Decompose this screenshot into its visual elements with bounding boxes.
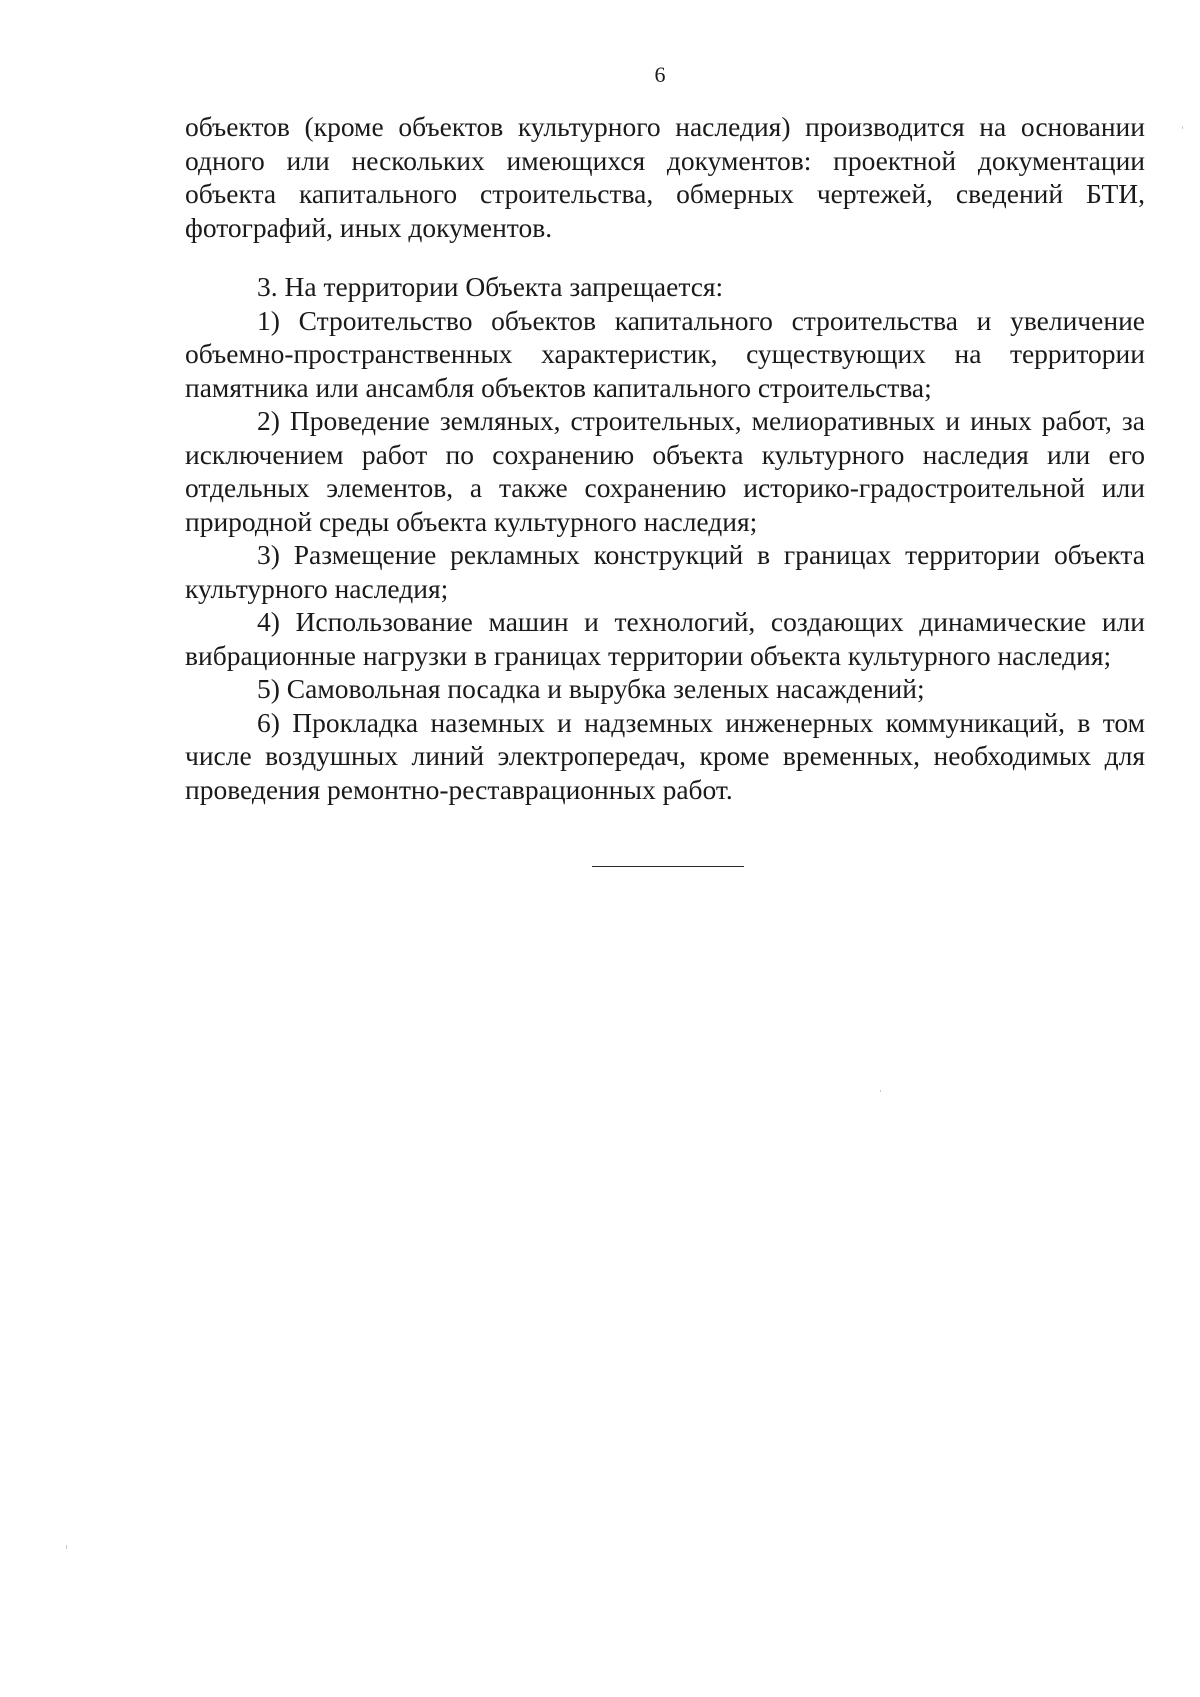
scan-artifact [1182,126,1183,129]
list-item-3: 3) Размещение рекламных конструкций в границах территории объекта культурного наследия; [185,539,1145,604]
section-heading: 3. На территории Объекта запрещается: [257,271,724,302]
list-item-5: 5) Самовольная посадка и вырубка зеленых насаждений; [257,673,925,704]
list-item-1: 1) Строительство объектов капитального строительства и увеличение объемно-пространственных характеристик, существующих на территории памятника или ансамбля объектов капитального строительства; [185,304,1145,403]
scan-artifact [66,1545,67,1549]
list-item-4: 4) Использование машин и технологий, создающих динамические или вибрационные нагрузки в границах территории объекта культурного наследия; [185,606,1145,671]
end-of-text-rule [592,866,744,867]
document-body [185,110,1145,806]
intro-paragraph: объектов (кроме объектов культурного наследия) производится на основании одного или нескольких имеющихся документов: проектной документации объекта капитального строительства, обмерных чертежей, сведений БТИ, фотографий, иных документов. [185,111,1145,243]
list-item-2: 2) Проведение земляных, строительных, мелиоративных и иных работ, за исключением работ по сохранению объекта культурного наследия или его отдельных элементов, а также сохранению историко-градостроительной или природной среды объекта культурного наследия; [185,405,1145,537]
list-item-6: 6) Прокладка наземных и надземных инженерных коммуникаций, в том числе воздушных линий электропередач, кроме временных, необходимых для проведения ремонтно-реставрационных работ. [185,706,1145,805]
page-number: 6 [654,62,666,87]
scan-artifact [880,1090,881,1092]
